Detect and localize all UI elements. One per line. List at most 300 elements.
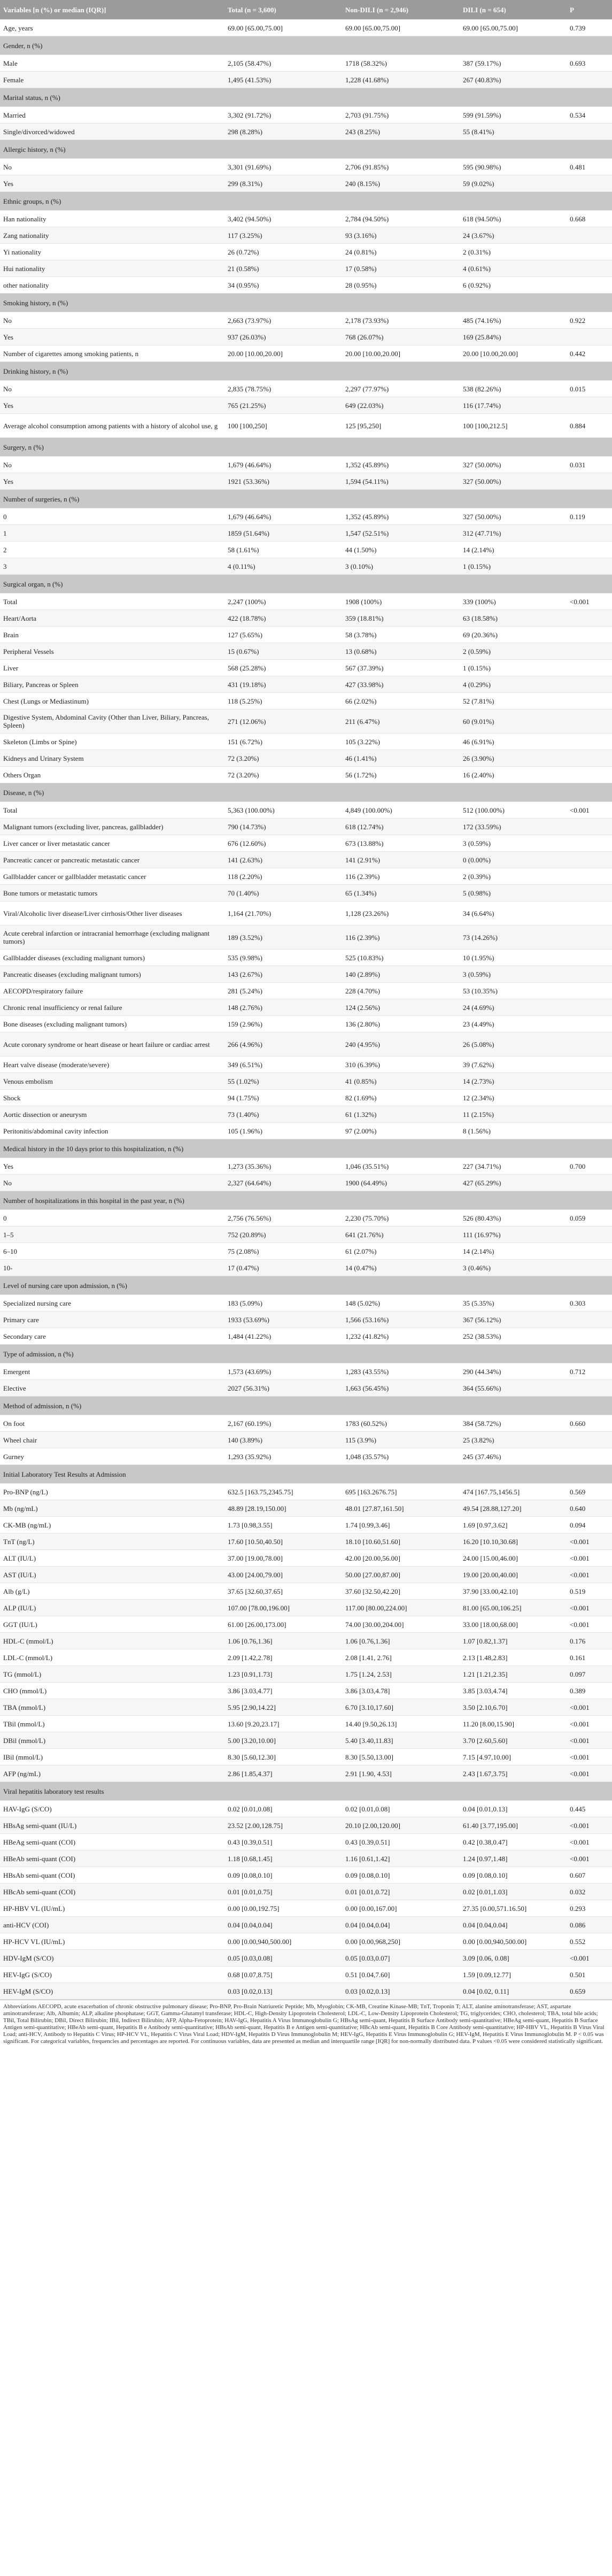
total-cell: 765 (21.25%) bbox=[224, 397, 342, 414]
header-dili: DILI (n = 654) bbox=[460, 0, 567, 20]
table-row bbox=[0, 1983, 612, 2000]
non-dili-cell: 0.04 [0.04,0.04] bbox=[342, 1917, 460, 1933]
section-header-row bbox=[0, 88, 612, 107]
total-cell: 1,679 (46.64%) bbox=[224, 457, 342, 473]
table-row bbox=[0, 1432, 612, 1448]
dili-cell: 4 (0.29%) bbox=[460, 676, 567, 693]
table-row bbox=[0, 159, 612, 175]
p-value-cell bbox=[567, 72, 612, 88]
non-dili-cell: 1,128 (23.26%) bbox=[342, 901, 460, 925]
variable-cell: Average alcohol consumption among patients with a history of alcohol use, g bbox=[0, 414, 224, 438]
non-dili-cell: 3.86 [3.03,4.78] bbox=[342, 1683, 460, 1699]
dili-cell: 169 (25.84%) bbox=[460, 329, 567, 345]
header-p-value: P bbox=[567, 0, 612, 20]
p-value-cell: 0.534 bbox=[567, 107, 612, 124]
non-dili-cell: 1.16 [0.61,1.42] bbox=[342, 1850, 460, 1867]
section-title: Number of hospitalizations in this hospital in the past year, n (%) bbox=[0, 1191, 612, 1210]
p-value-cell bbox=[567, 1448, 612, 1465]
non-dili-cell: 48.01 [27.87,161.50] bbox=[342, 1500, 460, 1517]
table-row bbox=[0, 660, 612, 676]
p-value-cell bbox=[567, 1090, 612, 1106]
section-title: Number of surgeries, n (%) bbox=[0, 490, 612, 508]
p-value-cell: 0.119 bbox=[567, 508, 612, 525]
non-dili-cell: 5.40 [3.40,11.83] bbox=[342, 1732, 460, 1749]
section-title: Marital status, n (%) bbox=[0, 88, 612, 107]
variable-cell: TBA (mmol/L) bbox=[0, 1699, 224, 1716]
table-row bbox=[0, 1448, 612, 1465]
dili-cell: 16.20 [10.10,30.68] bbox=[460, 1533, 567, 1550]
dili-cell: 14 (2.73%) bbox=[460, 1073, 567, 1090]
header-total: Total (n = 3,600) bbox=[224, 0, 342, 20]
table-row bbox=[0, 750, 612, 767]
table-row bbox=[0, 558, 612, 575]
variable-cell: Wheel chair bbox=[0, 1432, 224, 1448]
p-value-cell: 0.712 bbox=[567, 1363, 612, 1380]
variable-cell: Married bbox=[0, 107, 224, 124]
total-cell: 568 (25.28%) bbox=[224, 660, 342, 676]
variable-cell: Han nationality bbox=[0, 211, 224, 227]
total-cell: 117 (3.25%) bbox=[224, 227, 342, 244]
table-row bbox=[0, 1380, 612, 1397]
p-value-cell: <0.001 bbox=[567, 1834, 612, 1850]
total-cell: 2,835 (78.75%) bbox=[224, 381, 342, 397]
variable-cell: On foot bbox=[0, 1415, 224, 1432]
table-row bbox=[0, 312, 612, 329]
table-row bbox=[0, 175, 612, 192]
p-value-cell bbox=[567, 885, 612, 901]
variable-cell: Emergent bbox=[0, 1363, 224, 1380]
table-row bbox=[0, 1567, 612, 1583]
table-row bbox=[0, 1834, 612, 1850]
p-value-cell bbox=[567, 277, 612, 294]
dili-cell: 1.24 [0.97,1.48] bbox=[460, 1850, 567, 1867]
non-dili-cell: 0.00 [0.00,167.00] bbox=[342, 1900, 460, 1917]
p-value-cell bbox=[567, 835, 612, 852]
variable-cell: IBil (mmol/L) bbox=[0, 1749, 224, 1765]
table-header bbox=[0, 0, 612, 20]
dili-cell: 367 (56.12%) bbox=[460, 1312, 567, 1328]
non-dili-cell: 1,048 (35.57%) bbox=[342, 1448, 460, 1465]
non-dili-cell: 1.75 [1.24, 2.53] bbox=[342, 1666, 460, 1683]
non-dili-cell: 14.40 [9.50,26.13] bbox=[342, 1716, 460, 1732]
variable-cell: Heart valve disease (moderate/severe) bbox=[0, 1056, 224, 1073]
non-dili-cell: 1,046 (35.51%) bbox=[342, 1158, 460, 1175]
variable-cell: Hui nationality bbox=[0, 260, 224, 277]
total-cell: 34 (0.95%) bbox=[224, 277, 342, 294]
table-row bbox=[0, 1106, 612, 1123]
table-row bbox=[0, 1600, 612, 1616]
p-value-cell bbox=[567, 950, 612, 966]
section-header-row bbox=[0, 1782, 612, 1801]
dili-cell: 1.59 [0.09,12.77] bbox=[460, 1966, 567, 1983]
p-value-cell bbox=[567, 901, 612, 925]
variable-cell: anti-HCV (COI) bbox=[0, 1917, 224, 1933]
total-cell: 0.02 [0.01,0.08] bbox=[224, 1801, 342, 1817]
non-dili-cell: 1908 (100%) bbox=[342, 593, 460, 610]
dili-cell: 0.09 [0.08,0.10] bbox=[460, 1867, 567, 1884]
dili-cell: 2 (0.39%) bbox=[460, 868, 567, 885]
p-value-cell: 0.303 bbox=[567, 1295, 612, 1312]
total-cell: 26 (0.72%) bbox=[224, 244, 342, 260]
p-value-cell bbox=[567, 244, 612, 260]
table-row bbox=[0, 397, 612, 414]
total-cell: 1,164 (21.70%) bbox=[224, 901, 342, 925]
non-dili-cell: 0.51 [0.04,7.60] bbox=[342, 1966, 460, 1983]
section-title: Surgery, n (%) bbox=[0, 438, 612, 457]
table-row bbox=[0, 999, 612, 1016]
total-cell: 299 (8.31%) bbox=[224, 175, 342, 192]
p-value-cell bbox=[567, 1432, 612, 1448]
dili-cell: 26 (3.90%) bbox=[460, 750, 567, 767]
total-cell: 4 (0.11%) bbox=[224, 558, 342, 575]
variable-cell: HEV-IgG (S/CO) bbox=[0, 1966, 224, 1983]
p-value-cell bbox=[567, 852, 612, 868]
total-cell: 1,293 (35.92%) bbox=[224, 1448, 342, 1465]
variable-cell: Yes bbox=[0, 175, 224, 192]
non-dili-cell: 2,703 (91.75%) bbox=[342, 107, 460, 124]
table-row bbox=[0, 542, 612, 558]
variable-cell: Single/divorced/widowed bbox=[0, 124, 224, 140]
non-dili-cell: 228 (4.70%) bbox=[342, 983, 460, 999]
dili-cell: 4 (0.61%) bbox=[460, 260, 567, 277]
variable-cell: HBeAg semi-quant (COI) bbox=[0, 1834, 224, 1850]
non-dili-cell: 1,352 (45.89%) bbox=[342, 457, 460, 473]
non-dili-cell: 618 (12.74%) bbox=[342, 819, 460, 835]
variable-cell: HDL-C (mmol/L) bbox=[0, 1633, 224, 1649]
p-value-cell bbox=[567, 473, 612, 490]
dili-cell: 73 (14.26%) bbox=[460, 925, 567, 950]
table-row bbox=[0, 1884, 612, 1900]
total-cell: 1921 (53.36%) bbox=[224, 473, 342, 490]
non-dili-cell: 8.30 [5.50,13.00] bbox=[342, 1749, 460, 1765]
non-dili-cell: 2,297 (77.97%) bbox=[342, 381, 460, 397]
dili-cell: 55 (8.41%) bbox=[460, 124, 567, 140]
variable-cell: Liver cancer or liver metastatic cancer bbox=[0, 835, 224, 852]
non-dili-cell: 1,283 (43.55%) bbox=[342, 1363, 460, 1380]
variable-cell: Malignant tumors (excluding liver, pancreas, gallbladder) bbox=[0, 819, 224, 835]
total-cell: 2,663 (73.97%) bbox=[224, 312, 342, 329]
variable-cell: Specialized nursing care bbox=[0, 1295, 224, 1312]
total-cell: 1,679 (46.64%) bbox=[224, 508, 342, 525]
variable-cell: Secondary care bbox=[0, 1328, 224, 1345]
total-cell: 141 (2.63%) bbox=[224, 852, 342, 868]
dili-cell: 0.00 [0.00,940,500.00] bbox=[460, 1933, 567, 1950]
variable-cell: No bbox=[0, 457, 224, 473]
non-dili-cell: 82 (1.69%) bbox=[342, 1090, 460, 1106]
p-value-cell bbox=[567, 610, 612, 627]
dili-cell: 227 (34.71%) bbox=[460, 1158, 567, 1175]
p-value-cell: 0.097 bbox=[567, 1666, 612, 1683]
table-row bbox=[0, 1363, 612, 1380]
dili-cell: 11 (2.15%) bbox=[460, 1106, 567, 1123]
variable-cell: Bone tumors or metastatic tumors bbox=[0, 885, 224, 901]
non-dili-cell: 66 (2.02%) bbox=[342, 693, 460, 709]
dili-cell: 20.00 [10.00,20.00] bbox=[460, 345, 567, 362]
non-dili-cell: 641 (21.76%) bbox=[342, 1227, 460, 1243]
table-row bbox=[0, 1850, 612, 1867]
total-cell: 752 (20.89%) bbox=[224, 1227, 342, 1243]
p-value-cell: 0.442 bbox=[567, 345, 612, 362]
variable-cell: GGT (IU/L) bbox=[0, 1616, 224, 1633]
p-value-cell: <0.001 bbox=[567, 1550, 612, 1567]
dili-cell: 59 (9.02%) bbox=[460, 175, 567, 192]
dili-cell: 1.21 [1.21,2.35] bbox=[460, 1666, 567, 1683]
dili-cell: 327 (50.00%) bbox=[460, 457, 567, 473]
non-dili-cell: 13 (0.68%) bbox=[342, 643, 460, 660]
non-dili-cell: 50.00 [27.00,87.00] bbox=[342, 1567, 460, 1583]
total-cell: 37.65 [32.60,37.65] bbox=[224, 1583, 342, 1600]
table-row bbox=[0, 1732, 612, 1749]
table-row bbox=[0, 1312, 612, 1328]
dili-cell: 33.00 [18.00,68.00] bbox=[460, 1616, 567, 1633]
table-row bbox=[0, 1765, 612, 1782]
variable-cell: No bbox=[0, 381, 224, 397]
non-dili-cell: 0.05 [0.03,0.07] bbox=[342, 1950, 460, 1966]
total-cell: 15 (0.67%) bbox=[224, 643, 342, 660]
non-dili-cell: 42.00 [20.00,56.00] bbox=[342, 1550, 460, 1567]
total-cell: 5.95 [2.90,14.22] bbox=[224, 1699, 342, 1716]
table-row bbox=[0, 508, 612, 525]
variable-cell: Chest (Lungs or Mediastinum) bbox=[0, 693, 224, 709]
dili-cell: 60 (9.01%) bbox=[460, 709, 567, 734]
dili-cell: 618 (94.50%) bbox=[460, 211, 567, 227]
dili-cell: 52 (7.81%) bbox=[460, 693, 567, 709]
variable-cell: Viral/Alcoholic liver disease/Liver cirrhosis/Other liver diseases bbox=[0, 901, 224, 925]
total-cell: 1.73 [0.98,3.55] bbox=[224, 1517, 342, 1533]
p-value-cell bbox=[567, 1312, 612, 1328]
total-cell: 3,302 (91.72%) bbox=[224, 107, 342, 124]
section-title: Initial Laboratory Test Results at Admission bbox=[0, 1465, 612, 1484]
table-row bbox=[0, 1500, 612, 1517]
total-cell: 535 (9.98%) bbox=[224, 950, 342, 966]
total-cell: 72 (3.20%) bbox=[224, 767, 342, 783]
p-value-cell bbox=[567, 1328, 612, 1345]
total-cell: 100 [100,250] bbox=[224, 414, 342, 438]
section-header-row bbox=[0, 192, 612, 211]
variable-cell: Acute coronary syndrome or heart disease or heart failure or cardiac arrest bbox=[0, 1032, 224, 1056]
table-row bbox=[0, 819, 612, 835]
variable-cell: 2 bbox=[0, 542, 224, 558]
variable-cell: Peripheral Vessels bbox=[0, 643, 224, 660]
table-row bbox=[0, 525, 612, 542]
dili-cell: 3 (0.59%) bbox=[460, 966, 567, 983]
dili-cell: 69 (20.36%) bbox=[460, 627, 567, 643]
variable-cell: Gurney bbox=[0, 1448, 224, 1465]
non-dili-cell: 6.70 [3.10,17.60] bbox=[342, 1699, 460, 1716]
non-dili-cell: 93 (3.16%) bbox=[342, 227, 460, 244]
non-dili-cell: 1718 (58.32%) bbox=[342, 55, 460, 72]
dili-cell: 485 (74.16%) bbox=[460, 312, 567, 329]
non-dili-cell: 61 (1.32%) bbox=[342, 1106, 460, 1123]
dili-cell: 2 (0.59%) bbox=[460, 643, 567, 660]
section-header-row bbox=[0, 1465, 612, 1484]
variable-cell: Heart/Aorta bbox=[0, 610, 224, 627]
table-row bbox=[0, 1917, 612, 1933]
non-dili-cell: 46 (1.41%) bbox=[342, 750, 460, 767]
dili-cell: 111 (16.97%) bbox=[460, 1227, 567, 1243]
variable-cell: Total bbox=[0, 802, 224, 819]
p-value-cell bbox=[567, 175, 612, 192]
table-row bbox=[0, 1683, 612, 1699]
table-row bbox=[0, 277, 612, 294]
p-value-cell bbox=[567, 227, 612, 244]
dili-cell: 63 (18.58%) bbox=[460, 610, 567, 627]
non-dili-cell: 0.01 [0.01,0.72] bbox=[342, 1884, 460, 1900]
variable-cell: Gallbladder cancer or gallbladder metastatic cancer bbox=[0, 868, 224, 885]
variable-cell: Brain bbox=[0, 627, 224, 643]
table-row bbox=[0, 885, 612, 901]
total-cell: 2.09 [1.42,2.78] bbox=[224, 1649, 342, 1666]
non-dili-cell: 3 (0.10%) bbox=[342, 558, 460, 575]
dili-cell: 0 (0.00%) bbox=[460, 852, 567, 868]
variable-cell: CHO (mmol/L) bbox=[0, 1683, 224, 1699]
total-cell: 17 (0.47%) bbox=[224, 1260, 342, 1276]
table-row bbox=[0, 329, 612, 345]
section-header-row bbox=[0, 1345, 612, 1363]
dili-cell: 252 (38.53%) bbox=[460, 1328, 567, 1345]
non-dili-cell: 61 (2.07%) bbox=[342, 1243, 460, 1260]
table-row bbox=[0, 1900, 612, 1917]
p-value-cell: 0.660 bbox=[567, 1415, 612, 1432]
dili-cell: 16 (2.40%) bbox=[460, 767, 567, 783]
variable-cell: 0 bbox=[0, 1210, 224, 1227]
p-value-cell: 0.445 bbox=[567, 1801, 612, 1817]
variable-cell: 1–5 bbox=[0, 1227, 224, 1243]
dili-cell: 27.35 [0.00,571.16.50] bbox=[460, 1900, 567, 1917]
dili-cell: 245 (37.46%) bbox=[460, 1448, 567, 1465]
total-cell: 937 (26.03%) bbox=[224, 329, 342, 345]
total-cell: 1,484 (41.22%) bbox=[224, 1328, 342, 1345]
table-row bbox=[0, 72, 612, 88]
table-row bbox=[0, 473, 612, 490]
total-cell: 69.00 [65.00,75.00] bbox=[224, 20, 342, 36]
dili-cell: 24.00 [15.00,46.00] bbox=[460, 1550, 567, 1567]
dili-cell: 2 (0.31%) bbox=[460, 244, 567, 260]
table-row bbox=[0, 1227, 612, 1243]
p-value-cell bbox=[567, 643, 612, 660]
table-row bbox=[0, 1616, 612, 1633]
table-row bbox=[0, 1243, 612, 1260]
variable-cell: HP-HCV VL (IU/mL) bbox=[0, 1933, 224, 1950]
table-row bbox=[0, 852, 612, 868]
table-row bbox=[0, 1801, 612, 1817]
variable-cell: Skeleton (Limbs or Spine) bbox=[0, 734, 224, 750]
total-cell: 107.00 [78.00,196.00] bbox=[224, 1600, 342, 1616]
p-value-cell bbox=[567, 1016, 612, 1032]
p-value-cell: <0.001 bbox=[567, 1616, 612, 1633]
non-dili-cell: 1,232 (41.82%) bbox=[342, 1328, 460, 1345]
p-value-cell bbox=[567, 660, 612, 676]
dili-cell: 312 (47.71%) bbox=[460, 525, 567, 542]
non-dili-cell: 1,566 (53.16%) bbox=[342, 1312, 460, 1328]
variable-cell: Mb (ng/mL) bbox=[0, 1500, 224, 1517]
non-dili-cell: 240 (4.95%) bbox=[342, 1032, 460, 1056]
dili-cell: 5 (0.98%) bbox=[460, 885, 567, 901]
total-cell: 2,247 (100%) bbox=[224, 593, 342, 610]
p-value-cell bbox=[567, 558, 612, 575]
dili-cell: 2.43 [1.67,3.75] bbox=[460, 1765, 567, 1782]
dili-cell: 0.04 [0.01,0.13] bbox=[460, 1801, 567, 1817]
total-cell: 0.68 [0.07,8.75] bbox=[224, 1966, 342, 1983]
variable-cell: Bone diseases (excluding malignant tumors) bbox=[0, 1016, 224, 1032]
total-cell: 281 (5.24%) bbox=[224, 983, 342, 999]
p-value-cell: 0.739 bbox=[567, 20, 612, 36]
non-dili-cell: 58 (3.78%) bbox=[342, 627, 460, 643]
section-title: Type of admission, n (%) bbox=[0, 1345, 612, 1363]
p-value-cell bbox=[567, 1106, 612, 1123]
table-row bbox=[0, 676, 612, 693]
dili-cell: 595 (90.98%) bbox=[460, 159, 567, 175]
section-header-row bbox=[0, 1397, 612, 1415]
variable-cell: Total bbox=[0, 593, 224, 610]
p-value-cell bbox=[567, 676, 612, 693]
non-dili-cell: 14 (0.47%) bbox=[342, 1260, 460, 1276]
total-cell: 75 (2.08%) bbox=[224, 1243, 342, 1260]
variable-cell: Yes bbox=[0, 1158, 224, 1175]
dili-cell: 116 (17.74%) bbox=[460, 397, 567, 414]
non-dili-cell: 2,230 (75.70%) bbox=[342, 1210, 460, 1227]
total-cell: 143 (2.67%) bbox=[224, 966, 342, 983]
non-dili-cell: 567 (37.39%) bbox=[342, 660, 460, 676]
non-dili-cell: 673 (13.88%) bbox=[342, 835, 460, 852]
p-value-cell bbox=[567, 1227, 612, 1243]
section-header-row bbox=[0, 140, 612, 159]
total-cell: 3.86 [3.03,4.77] bbox=[224, 1683, 342, 1699]
dili-cell: 1.07 [0.82,1.37] bbox=[460, 1633, 567, 1649]
p-value-cell: <0.001 bbox=[567, 1850, 612, 1867]
table-row bbox=[0, 627, 612, 643]
section-header-row bbox=[0, 1276, 612, 1295]
dili-cell: 25 (3.82%) bbox=[460, 1432, 567, 1448]
table-row bbox=[0, 950, 612, 966]
section-title: Viral hepatitis laboratory test results bbox=[0, 1782, 612, 1801]
variable-cell: Pro-BNP (ng/L) bbox=[0, 1484, 224, 1500]
p-value-cell bbox=[567, 767, 612, 783]
p-value-cell bbox=[567, 1032, 612, 1056]
total-cell: 3,301 (91.69%) bbox=[224, 159, 342, 175]
table-row bbox=[0, 1032, 612, 1056]
variable-cell: Biliary, Pancreas or Spleen bbox=[0, 676, 224, 693]
non-dili-cell: 1,663 (56.45%) bbox=[342, 1380, 460, 1397]
variable-cell: HBsAg semi-quant (IU/L) bbox=[0, 1817, 224, 1834]
p-value-cell: 0.389 bbox=[567, 1683, 612, 1699]
non-dili-cell: 136 (2.80%) bbox=[342, 1016, 460, 1032]
dili-cell: 14 (2.14%) bbox=[460, 1243, 567, 1260]
dili-cell: 37.90 [33.00,42.10] bbox=[460, 1583, 567, 1600]
variable-cell: Gallbladder diseases (excluding malignant tumors) bbox=[0, 950, 224, 966]
dili-cell: 14 (2.14%) bbox=[460, 542, 567, 558]
dili-cell: 100 [100,212.5] bbox=[460, 414, 567, 438]
non-dili-cell: 105 (3.22%) bbox=[342, 734, 460, 750]
non-dili-cell: 2.91 [1.90, 4.53] bbox=[342, 1765, 460, 1782]
p-value-cell bbox=[567, 734, 612, 750]
p-value-cell: 0.501 bbox=[567, 1966, 612, 1983]
p-value-cell: 0.481 bbox=[567, 159, 612, 175]
variable-cell: Shock bbox=[0, 1090, 224, 1106]
dili-cell: 39 (7.62%) bbox=[460, 1056, 567, 1073]
section-title: Gender, n (%) bbox=[0, 36, 612, 55]
total-cell: 0.01 [0.01,0.75] bbox=[224, 1884, 342, 1900]
total-cell: 2,167 (60.19%) bbox=[224, 1415, 342, 1432]
dili-cell: 34 (6.64%) bbox=[460, 901, 567, 925]
p-value-cell bbox=[567, 1123, 612, 1139]
total-cell: 271 (12.06%) bbox=[224, 709, 342, 734]
section-header-row bbox=[0, 362, 612, 381]
total-cell: 105 (1.96%) bbox=[224, 1123, 342, 1139]
table-row bbox=[0, 260, 612, 277]
p-value-cell bbox=[567, 525, 612, 542]
non-dili-cell: 124 (2.56%) bbox=[342, 999, 460, 1016]
